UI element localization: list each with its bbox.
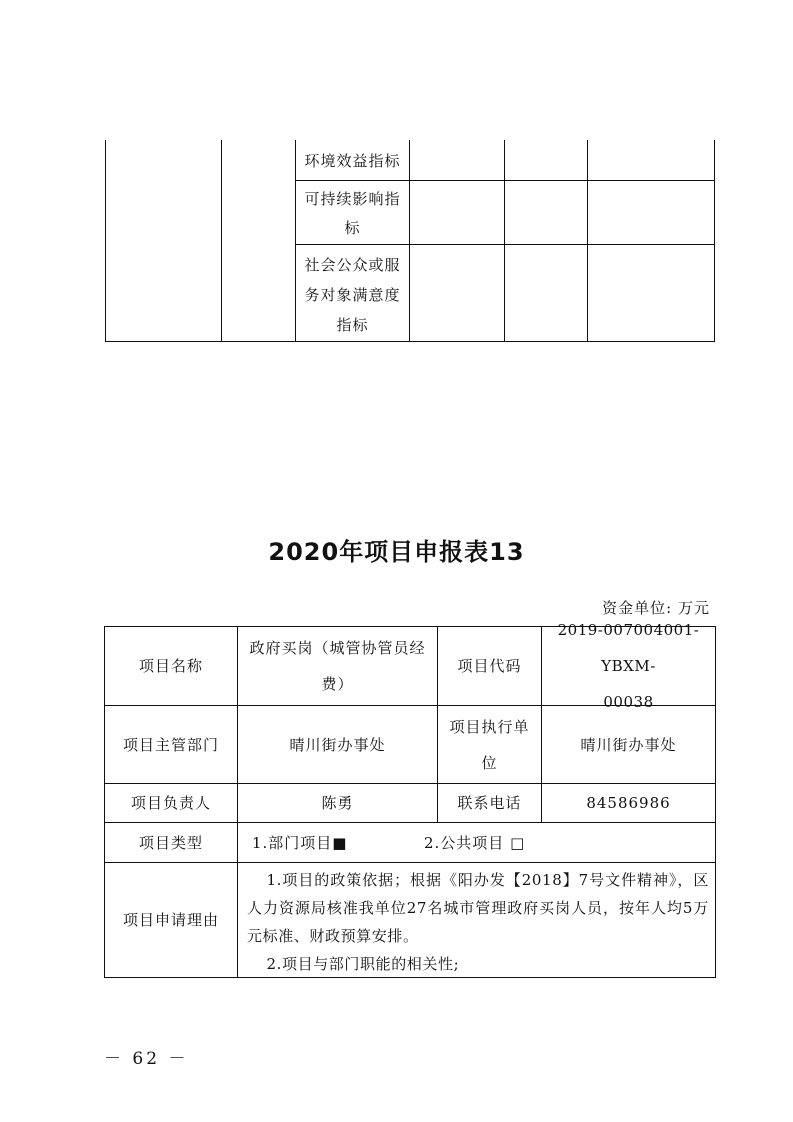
reason-paragraph-1: 1.项目的政策依据；根据《阳办发【2018】7号文件精神》，区人力资源局核准我单位27名城市管理政府买岗人员，按年人均5万元标准、财政预算安排。 <box>247 871 709 945</box>
phone-value: 84586986 <box>586 794 671 812</box>
reason-text <box>247 866 709 978</box>
unit-note: 资金单位: 万元 <box>602 599 710 617</box>
page-number: － 62 － <box>104 1049 189 1069</box>
reason-label: 项目申请理由 <box>122 911 219 929</box>
leader-label: 项目负责人 <box>130 794 211 812</box>
indicator-satisfaction: 社会公众或服 务对象满意度 指标 <box>304 256 401 334</box>
form-title: 2020年项目申报表13 <box>268 538 525 566</box>
project-name-label: 项目名称 <box>138 657 203 675</box>
indicator-sustainable: 可持续影响指 标 <box>304 190 401 237</box>
type-option-public: 2.公共项目 □ <box>424 833 526 852</box>
project-name-value: 政府买岗（城管协管员经 费） <box>249 639 426 693</box>
phone-label: 联系电话 <box>457 794 522 812</box>
exec-unit-label: 项目执行单 位 <box>449 717 530 772</box>
reason-paragraph-2: 2.项目与部门职能的相关性; <box>266 955 460 973</box>
indicator-environmental: 环境效益指标 <box>304 152 401 170</box>
project-code-label: 项目代码 <box>457 657 522 675</box>
dept-label: 项目主管部门 <box>122 735 219 754</box>
type-option-department: 1.部门项目■ <box>252 833 348 852</box>
project-code-value: 2019-007004001-YBXM- 00038 <box>557 621 700 711</box>
dept-value: 晴川街办事处 <box>289 735 386 754</box>
continuation-table <box>105 140 715 342</box>
exec-unit-value: 晴川街办事处 <box>580 735 677 754</box>
type-label: 项目类型 <box>138 833 203 852</box>
leader-value: 陈勇 <box>321 794 354 812</box>
application-table <box>104 621 716 978</box>
